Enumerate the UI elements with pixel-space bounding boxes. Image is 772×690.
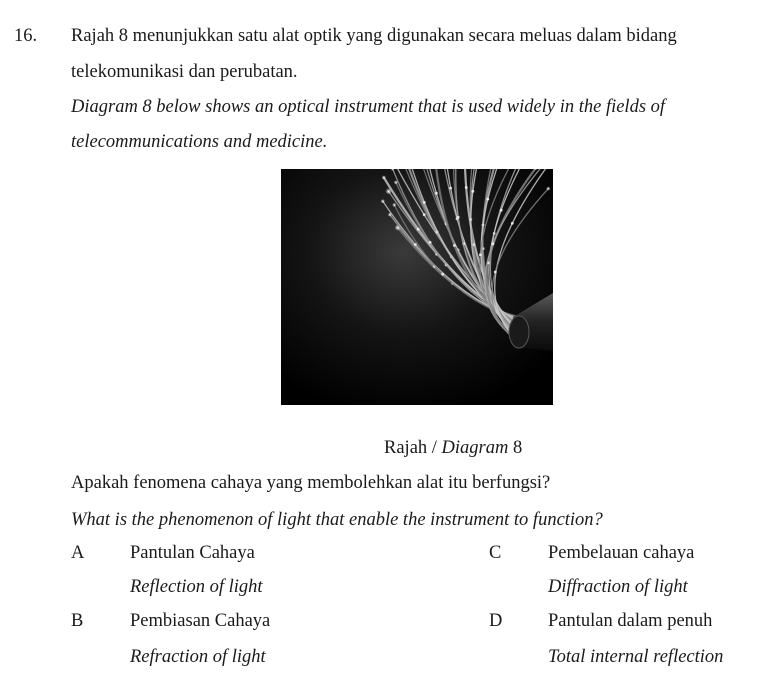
option-d-text-en[interactable]: Total internal reflection: [548, 647, 724, 667]
option-b-text-ms[interactable]: Pembiasan Cahaya: [130, 611, 271, 631]
option-a-letter[interactable]: A: [71, 543, 85, 563]
fiber-sparkle: [417, 228, 420, 231]
caption-ms: Rajah /: [384, 438, 442, 458]
fiber-sparkle: [423, 213, 426, 216]
fiber-sparkle: [511, 222, 514, 225]
fiber-sparkle: [492, 242, 495, 245]
fiber-sparkle: [423, 201, 426, 204]
fiber-sparkle: [465, 186, 468, 189]
fiber-light-tip: [381, 199, 385, 203]
prompt-en: What is the phenomenon of light that enable the instrument to function?: [71, 510, 603, 530]
question-stem-ms-line1: Rajah 8 menunjukkan satu alat optik yang digunakan secara meluas dalam bidang: [71, 26, 677, 46]
question-stem-en-line1: Diagram 8 below shows an optical instrument that is used widely in the fields of: [71, 97, 666, 117]
cable-end: [509, 316, 529, 348]
fiber-sparkle: [441, 273, 444, 276]
option-b-letter[interactable]: B: [71, 611, 84, 631]
fiber-sparkle: [479, 253, 482, 256]
fiber-optic-cable-image: [281, 169, 553, 405]
fiber-sparkle: [486, 198, 489, 201]
option-a-text-ms[interactable]: Pantulan Cahaya: [130, 543, 255, 563]
fiber-sparkle: [500, 209, 503, 212]
option-b-text-en[interactable]: Refraction of light: [130, 647, 266, 667]
fiber-sparkle: [429, 241, 432, 244]
fiber-sparkle: [453, 244, 456, 247]
figure-caption: [384, 438, 522, 459]
question-stem-en-line2: telecommunications and medicine.: [71, 132, 328, 152]
option-a-text-en[interactable]: Reflection of light: [130, 577, 263, 597]
fiber-light-tip: [546, 186, 550, 190]
option-c-text-en[interactable]: Diffraction of light: [548, 577, 688, 597]
caption-number: 8: [508, 438, 523, 458]
option-d-letter[interactable]: D: [489, 611, 503, 631]
question-stem-ms-line2: telekomunikasi dan perubatan.: [71, 62, 298, 82]
option-c-letter[interactable]: C: [489, 543, 502, 563]
prompt-ms: Apakah fenomena cahaya yang membolehkan alat itu berfungsi?: [71, 473, 551, 493]
question-number: 16.: [14, 26, 38, 46]
option-c-text-ms[interactable]: Pembelauan cahaya: [548, 543, 695, 563]
fiber-sparkle: [457, 216, 460, 219]
fiber-light-tip: [382, 175, 386, 179]
fiber-light-tip: [392, 203, 396, 207]
fiber-sparkle: [472, 190, 475, 193]
fiber-sparkle: [449, 187, 452, 190]
caption-en: Diagram: [441, 438, 509, 458]
option-d-text-ms[interactable]: Pantulan dalam penuh: [548, 611, 713, 631]
fiber-sparkle: [494, 271, 497, 274]
fiber-sparkle: [435, 192, 438, 195]
